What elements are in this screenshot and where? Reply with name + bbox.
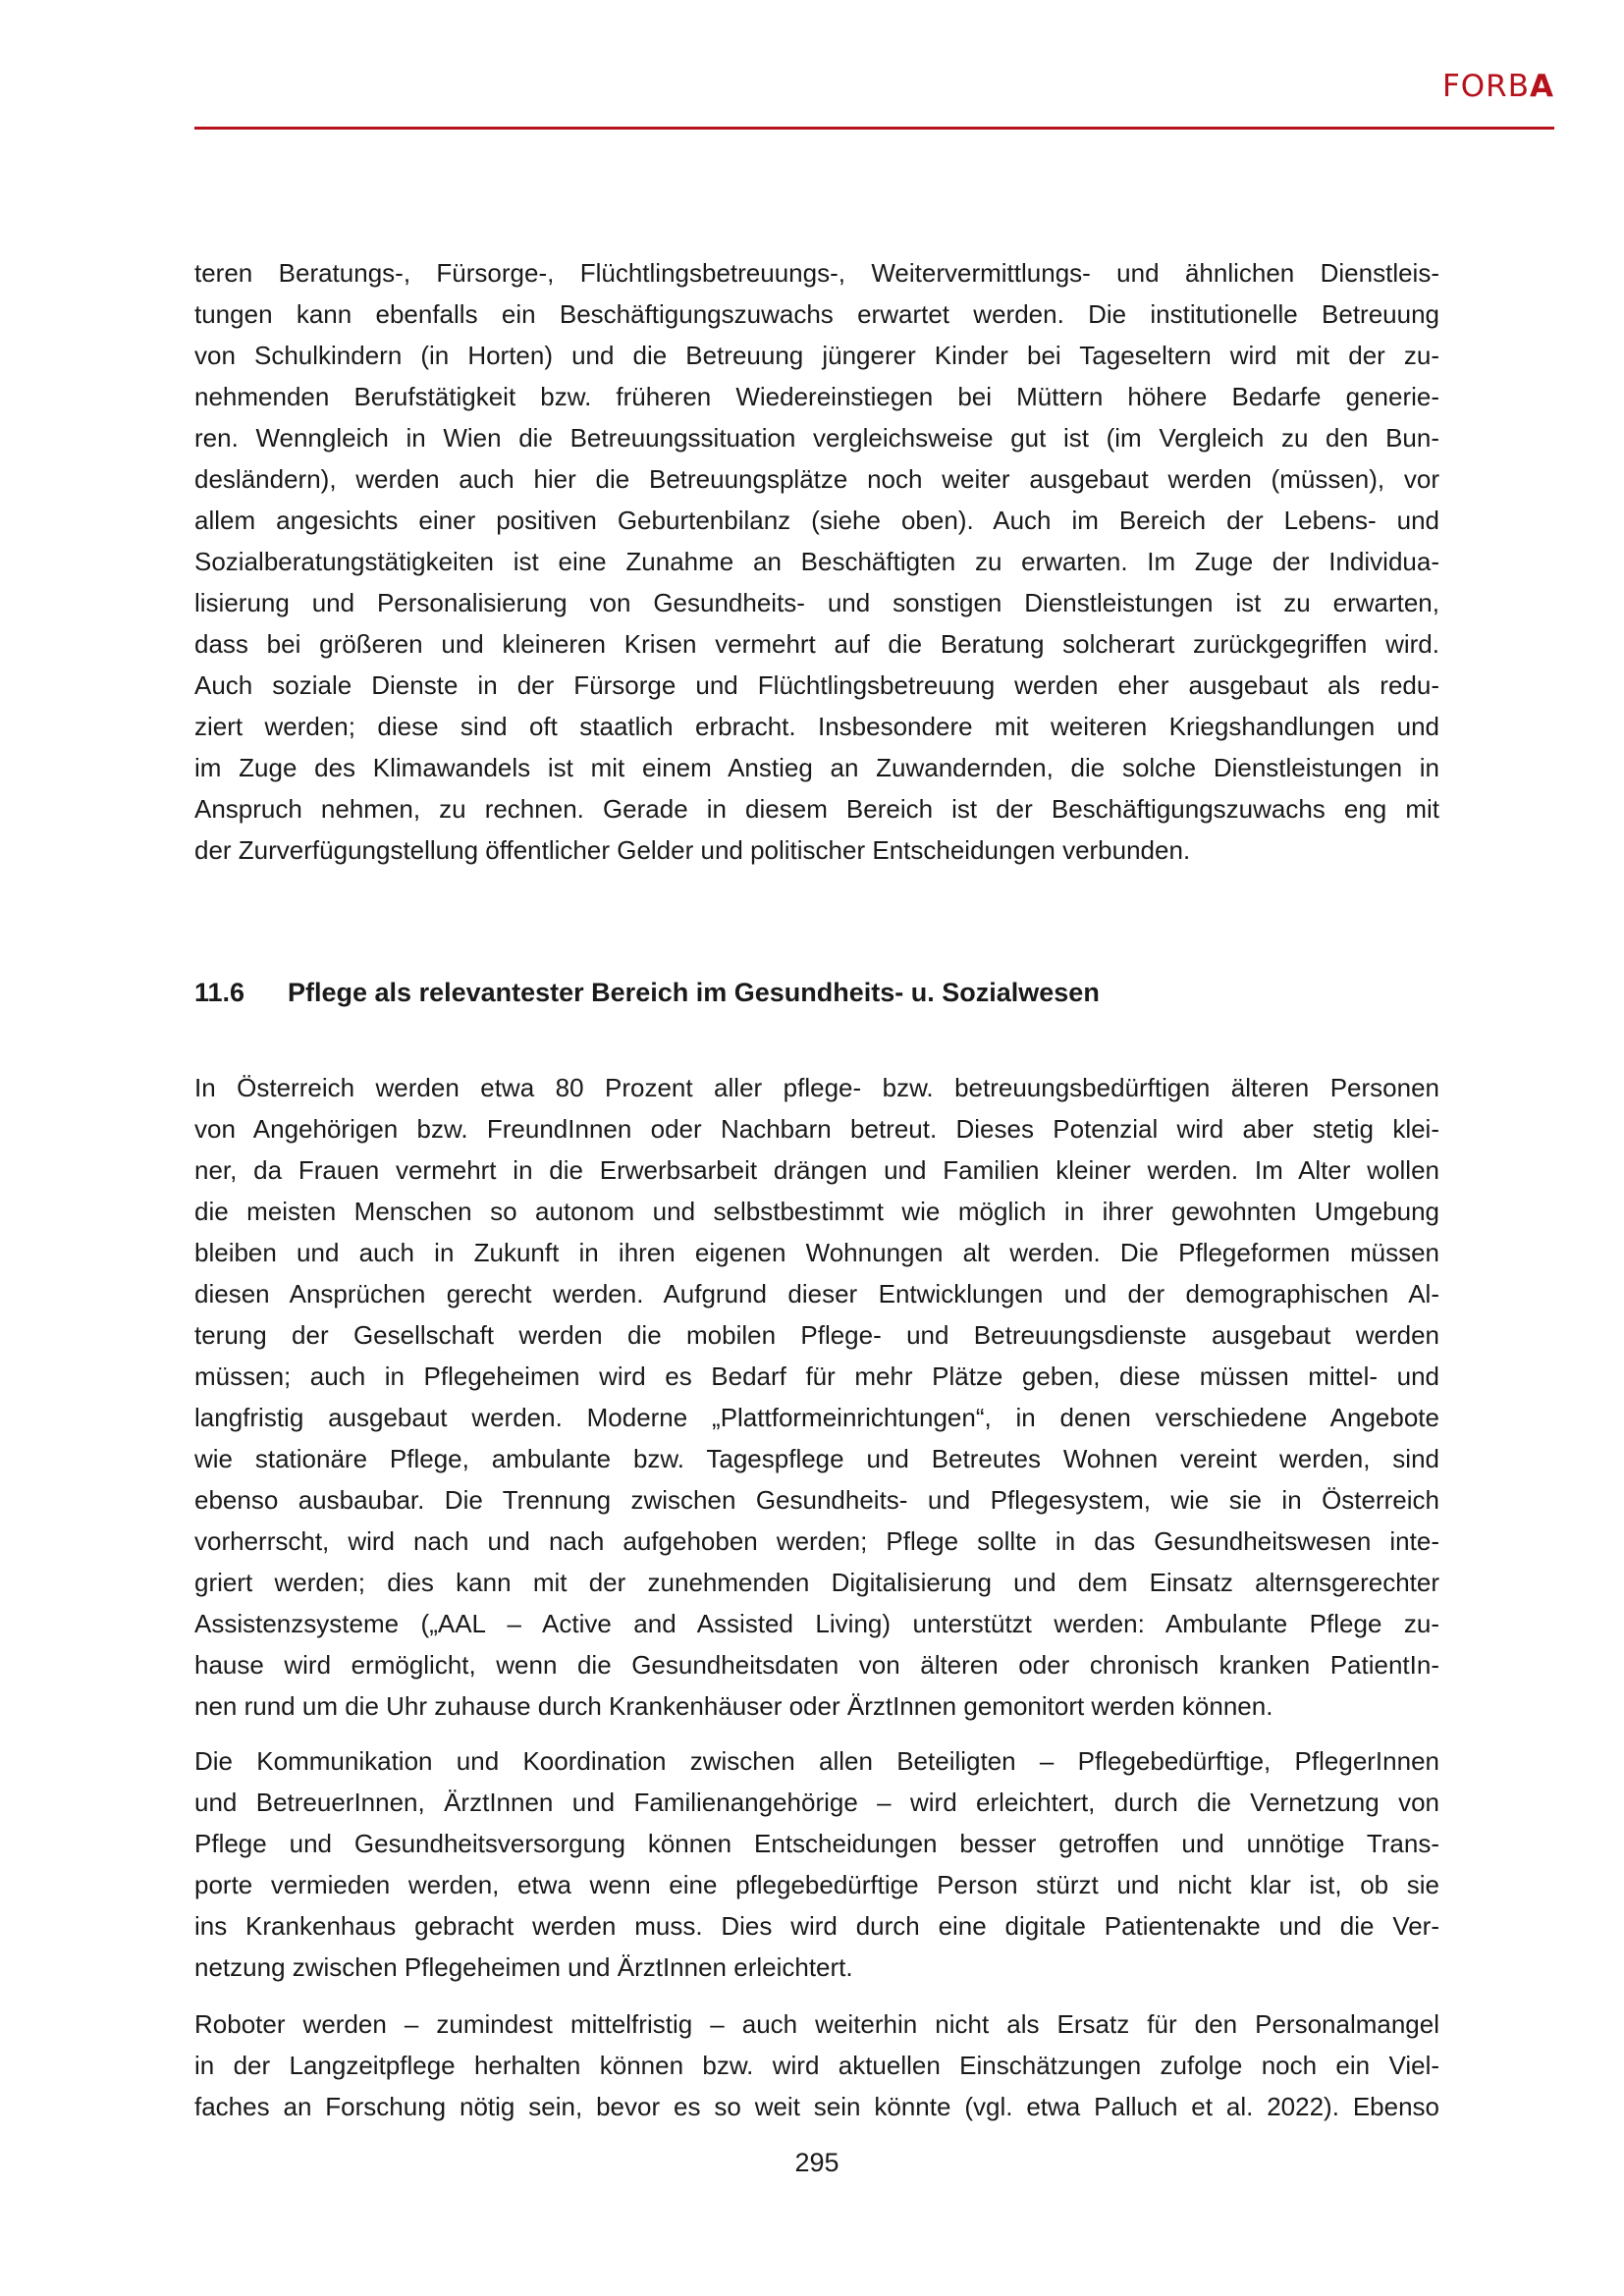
paragraph (194, 2003, 1439, 2127)
text-line: und BetreuerInnen, ÄrztInnen und Familienangehörige – wird erleichtert, durch die Vernetzung von (194, 1788, 1439, 1817)
text-line: wie stationäre Pflege, ambulante bzw. Tagespflege und Betreutes Wohnen vereint werden, sind (194, 1444, 1439, 1473)
text-line: griert werden; dies kann mit der zunehmenden Digitalisierung und dem Einsatz alternsgerechter (194, 1568, 1439, 1597)
text-line: die meisten Menschen so autonom und selbstbestimmt wie möglich in ihrer gewohnten Umgebung (194, 1197, 1439, 1226)
text-line: lisierung und Personalisierung von Gesundheits- und sonstigen Dienstleistungen ist zu erwarten, (194, 588, 1439, 617)
text-line: terung der Gesellschaft werden die mobilen Pflege- und Betreuungsdienste ausgebaut werden (194, 1320, 1439, 1350)
text-line: ebenso ausbaubar. Die Trennung zwischen Gesundheits- und Pflegesystem, wie sie in Österreich (194, 1485, 1439, 1515)
text-line: ins Krankenhaus gebracht werden muss. Dies wird durch eine digitale Patientenakte und die Ver- (194, 1911, 1439, 1941)
text-line: Auch soziale Dienste in der Fürsorge und Flüchtlingsbetreuung werden eher ausgebaut als redu- (194, 670, 1439, 700)
logo-suffix: A (1530, 69, 1554, 104)
text-line: Roboter werden – zumindest mittelfristig – auch weiterhin nicht als Ersatz für den Personalmangel (194, 2009, 1439, 2039)
text-line: teren Beratungs-, Fürsorge-, Flüchtlingsbetreuungs-, Weitervermittlungs- und ähnlichen Dienstleis- (194, 258, 1439, 288)
text-line: desländern), werden auch hier die Betreuungsplätze noch weiter ausgebaut werden (müssen), vor (194, 464, 1439, 494)
header-rule (194, 127, 1554, 130)
text-line: langfristig ausgebaut werden. Moderne „Plattformeinrichtungen“, in denen verschiedene Angebote (194, 1403, 1439, 1432)
text-line: in der Langzeitpflege herhalten können bzw. wird aktuellen Einschätzungen zufolge noch ein Viel- (194, 2051, 1439, 2080)
text-line: der Zurverfügungstellung öffentlicher Gelder und politischer Entscheidungen verbunden. (194, 835, 1191, 865)
text-line: Assistenzsysteme („AAL – Active and Assisted Living) unterstützt werden: Ambulante Pflege zu- (194, 1609, 1439, 1638)
logo-prefix: FORB (1441, 69, 1530, 104)
section-heading (194, 978, 1100, 1008)
text-line: Pflege und Gesundheitsversorgung können Entscheidungen besser getroffen und unnötige Trans- (194, 1829, 1439, 1858)
section-title: Pflege als relevantester Bereich im Gesundheits- u. Sozialwesen (288, 978, 1100, 1007)
text-line: hause wird ermöglicht, wenn die Gesundheitsdaten von älteren oder chronisch kranken PatientIn- (194, 1650, 1439, 1680)
text-line: nen rund um die Uhr zuhause durch Krankenhäuser oder ÄrztInnen gemonitort werden können. (194, 1691, 1273, 1721)
text-line: netzung zwischen Pflegeheimen und ÄrztInnen erleichtert. (194, 1952, 853, 1982)
text-line: porte vermieden werden, etwa wenn eine pflegebedürftige Person stürzt und nicht klar ist, ob sie (194, 1870, 1439, 1899)
paragraph (194, 1740, 1439, 1988)
text-line: von Schulkindern (in Horten) und die Betreuung jüngerer Kinder bei Tageseltern wird mit der zu- (194, 341, 1439, 370)
text-line: vorherrscht, wird nach und nach aufgehoben werden; Pflege sollte in das Gesundheitswesen inte- (194, 1526, 1439, 1556)
paragraph (194, 1067, 1439, 1727)
page-number: 295 (794, 2148, 839, 2177)
text-line: allem angesichts einer positiven Geburtenbilanz (siehe oben). Auch im Bereich der Lebens- und (194, 506, 1439, 535)
text-line: ziert werden; diese sind oft staatlich erbracht. Insbesondere mit weiteren Kriegshandlungen und (194, 712, 1439, 741)
text-line: faches an Forschung nötig sein, bevor es so weit sein könnte (vgl. etwa Palluch et al. 2022). Ebenso (194, 2092, 1439, 2121)
text-line: ner, da Frauen vermehrt in die Erwerbsarbeit drängen und Familien kleiner werden. Im Alter wollen (194, 1155, 1439, 1185)
text-line: bleiben und auch in Zukunft in ihren eigenen Wohnungen alt werden. Die Pflegeformen müssen (194, 1238, 1439, 1267)
text-line: Die Kommunikation und Koordination zwischen allen Beteiligten – Pflegebedürftige, PflegerInnen (194, 1746, 1439, 1776)
text-line: von Angehörigen bzw. FreundInnen oder Nachbarn betreut. Dieses Potenzial wird aber stetig klei- (194, 1114, 1439, 1144)
text-line: im Zuge des Klimawandels ist mit einem Anstieg an Zuwandernden, die solche Dienstleistungen in (194, 753, 1439, 782)
text-line: müssen; auch in Pflegeheimen wird es Bedarf für mehr Plätze geben, diese müssen mittel- und (194, 1362, 1439, 1391)
forba-logo (1442, 69, 1554, 104)
paragraph (194, 252, 1439, 871)
text-line: nehmenden Berufstätigkeit bzw. früheren Wiedereinstiegen bei Müttern höhere Bedarfe generie- (194, 382, 1439, 411)
section-number: 11.6 (194, 978, 245, 1007)
text-line: Sozialberatungstätigkeiten ist eine Zunahme an Beschäftigten zu erwarten. Im Zuge der Individua- (194, 547, 1439, 576)
text-line: Anspruch nehmen, zu rechnen. Gerade in diesem Bereich ist der Beschäftigungszuwachs eng mit (194, 794, 1439, 824)
text-line: dass bei größeren und kleineren Krisen vermehrt auf die Beratung solcherart zurückgegriffen wird. (194, 629, 1439, 659)
text-line: tungen kann ebenfalls ein Beschäftigungszuwachs erwartet werden. Die institutionelle Betreuung (194, 299, 1439, 329)
text-line: In Österreich werden etwa 80 Prozent aller pflege- bzw. betreuungsbedürftigen älteren Personen (194, 1073, 1439, 1102)
text-line: ren. Wenngleich in Wien die Betreuungssituation vergleichsweise gut ist (im Vergleich zu den Bun- (194, 423, 1439, 453)
text-line: diesen Ansprüchen gerecht werden. Aufgrund dieser Entwicklungen und der demographischen Al- (194, 1279, 1439, 1308)
